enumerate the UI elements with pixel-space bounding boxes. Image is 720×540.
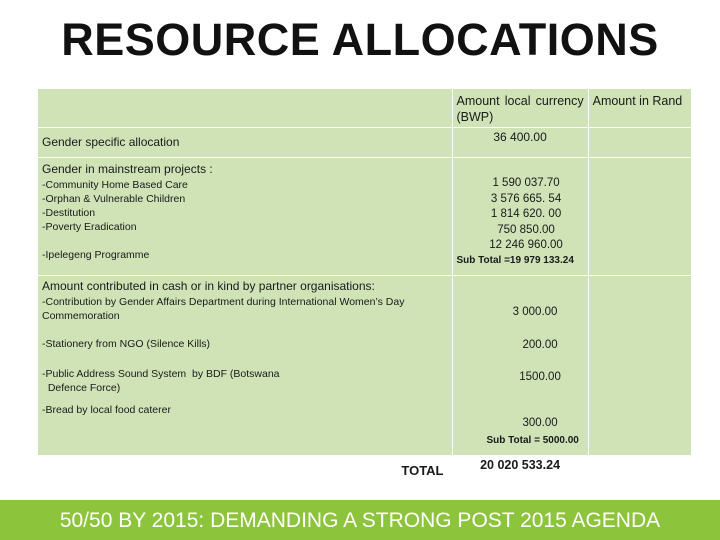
partners-cell bbox=[38, 276, 453, 456]
total-amount-cell bbox=[452, 456, 588, 482]
list-item: -Destitution bbox=[42, 207, 96, 219]
table-row bbox=[38, 456, 692, 482]
partners-heading: Amount contributed in cash or in kind by partner organisations: bbox=[42, 279, 375, 293]
total-label: TOTAL bbox=[401, 463, 444, 478]
ipelegeng-label: -Ipelegeng Programme bbox=[42, 249, 150, 261]
mainstream-list bbox=[42, 178, 448, 234]
page-title: RESOURCE ALLOCATIONS bbox=[61, 14, 659, 65]
footer-banner bbox=[0, 500, 720, 540]
partner-item-1: -Contribution by Gender Affairs Department during International Women’s Day Commemoration bbox=[42, 296, 405, 322]
allocation-table bbox=[37, 88, 692, 482]
list-item: -Poverty Eradication bbox=[42, 221, 137, 233]
gender-specific-label: Gender specific allocation bbox=[38, 128, 453, 158]
mainstream-heading: Gender in mainstream projects : bbox=[42, 162, 213, 176]
partner-item-4: -Bread by local food caterer bbox=[42, 404, 171, 416]
table-row bbox=[38, 276, 692, 456]
mainstream-cell bbox=[38, 158, 453, 276]
list-item: -Community Home Based Care bbox=[42, 179, 188, 191]
amount-value: 750 850.00 bbox=[497, 223, 555, 236]
table-row bbox=[38, 158, 692, 276]
table-header-row bbox=[38, 89, 692, 128]
gender-specific-rand bbox=[588, 128, 691, 158]
header-cell-blank bbox=[38, 89, 453, 128]
amount-value: 3 576 665. 54 bbox=[490, 192, 562, 205]
list-item: -Orphan & Vulnerable Children bbox=[42, 193, 186, 205]
partner-item-3: -Public Address Sound System by BDF (Botswana Defence Force) bbox=[42, 368, 280, 394]
partners-subtotal: Sub Total = 5000.00 bbox=[486, 435, 579, 446]
amount-value: 3 000.00 bbox=[512, 306, 558, 318]
header-rand: Amount in Rand bbox=[588, 89, 691, 128]
partner-item-2: -Stationery from NGO (Silence Kills) bbox=[42, 338, 211, 350]
amount-value: 1500.00 bbox=[519, 371, 561, 383]
mainstream-amounts bbox=[452, 158, 588, 276]
header-local-currency: Amount local currency (BWP) bbox=[452, 89, 588, 128]
footer-text: 50/50 BY 2015: DEMANDING A STRONG POST 2015 AGENDA bbox=[59, 509, 661, 532]
amount-value: 12 246 960.00 bbox=[489, 239, 563, 251]
total-amount: 20 020 533.24 bbox=[480, 458, 561, 472]
gender-specific-amount: 36 400.00 bbox=[452, 128, 588, 158]
amount-value: 1 590 037.70 bbox=[492, 177, 560, 189]
total-label-cell bbox=[38, 456, 453, 482]
amount-value: 1 814 620. 00 bbox=[490, 208, 562, 220]
amount-value: 300.00 bbox=[522, 417, 558, 429]
partners-rand bbox=[588, 276, 691, 456]
total-rand bbox=[588, 456, 691, 482]
partners-amounts bbox=[452, 276, 588, 456]
mainstream-rand bbox=[588, 158, 691, 276]
table-row bbox=[38, 128, 692, 158]
mainstream-subtotal: Sub Total =19 979 133.24 bbox=[456, 254, 574, 266]
amount-value: 200.00 bbox=[522, 339, 558, 351]
